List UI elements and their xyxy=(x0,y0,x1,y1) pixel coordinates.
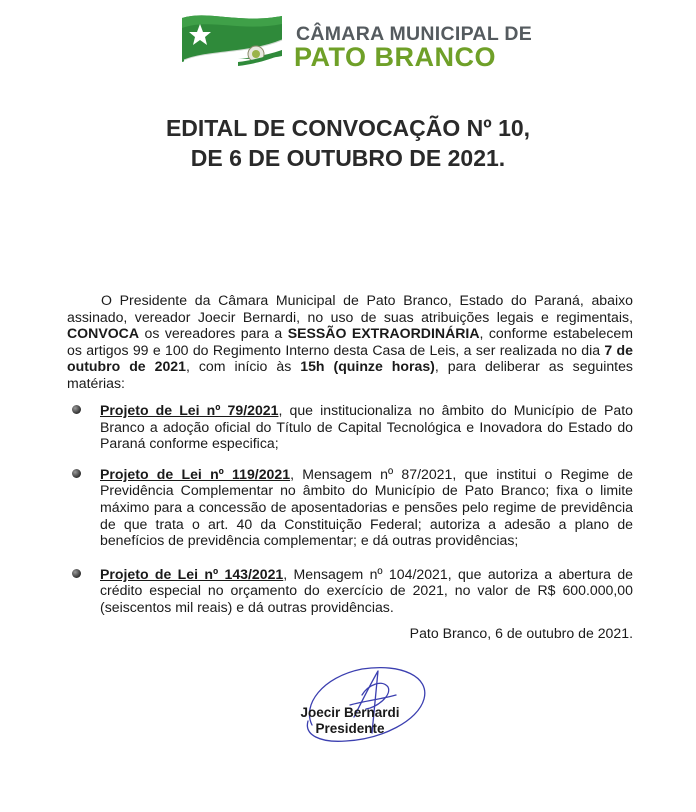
letterhead xyxy=(178,10,538,72)
bullet-icon xyxy=(72,405,81,414)
intro-text-3: , conforme estabelecem os artigos 99 e 100 do Regimento Interno desta Casa de Leis, a ser realizada no dia xyxy=(67,325,633,358)
list-item xyxy=(67,566,633,616)
bullet-icon xyxy=(72,469,81,478)
bill-description: , que institucionaliza no âmbito do Município de Pato Branco a adoção oficial do Título de Capital Tecnológica e Inovadora do Estado do Paraná conforme especifica; xyxy=(100,402,633,452)
bill-description: , Mensagem nº 87/2021, que institui o Regime de Previdência Complementar no âmbito do Município de Pato Branco; fixa o limite máximo para a concessão de aposentadorias e pensões pelo regime de previdência de que trata o art. 40 da Constituição Federal; autoriza a adesão a plano de benefícios de previdência complementar; e dá outras providências; xyxy=(100,465,633,549)
bill-description: , Mensagem nº 104/2021, que autoriza a abertura de crédito especial no orçamento do exercício de 2021, no valor de R$ 600.000,00 (seiscentos mil reais) e dá outras providências. xyxy=(100,565,633,615)
signer-block xyxy=(0,705,696,737)
org-name-line2: PATO BRANCO xyxy=(294,42,497,72)
agenda-list xyxy=(67,402,633,616)
intro-text-2: os vereadores para a xyxy=(139,325,288,342)
signer-name: Joecir Bernardi xyxy=(300,705,400,720)
document-title xyxy=(0,113,696,173)
list-item xyxy=(67,466,633,549)
bill-reference: Projeto de Lei nº 119/2021 xyxy=(100,465,291,482)
intro-date: 7 de outubro de 2021 xyxy=(67,341,634,375)
place-and-date: Pato Branco, 6 de outubro de 2021. xyxy=(409,625,633,641)
intro-convoca: CONVOCA xyxy=(67,325,140,342)
intro-text-1: O Presidente da Câmara Municipal de Pato Branco, Estado do Paraná, abaixo assinado, vereador Joecir Bernardi, no uso de suas atribuições legais e regimentais, xyxy=(67,292,633,325)
intro-sessao: SESSÃO EXTRAORDINÁRIA xyxy=(287,325,480,342)
bill-reference: Projeto de Lei nº 79/2021 xyxy=(100,402,279,418)
org-name-line1: CÂMARA MUNICIPAL DE xyxy=(296,23,533,45)
intro-text-5: , para deliberar as seguintes matérias: xyxy=(67,358,633,391)
title-line1: EDITAL DE CONVOCAÇÃO Nº 10, xyxy=(165,115,531,141)
bill-reference: Projeto de Lei nº 143/2021 xyxy=(100,565,284,582)
bullet-icon xyxy=(72,569,81,578)
intro-text-4: , com início às xyxy=(185,358,301,375)
intro-paragraph xyxy=(67,292,633,392)
intro-time: 15h (quinze horas) xyxy=(300,358,435,375)
signer-role: Presidente xyxy=(315,721,385,736)
title-line2: DE 6 DE OUTUBRO DE 2021. xyxy=(190,145,506,171)
list-item xyxy=(67,402,633,452)
parana-flag-icon xyxy=(178,10,286,72)
